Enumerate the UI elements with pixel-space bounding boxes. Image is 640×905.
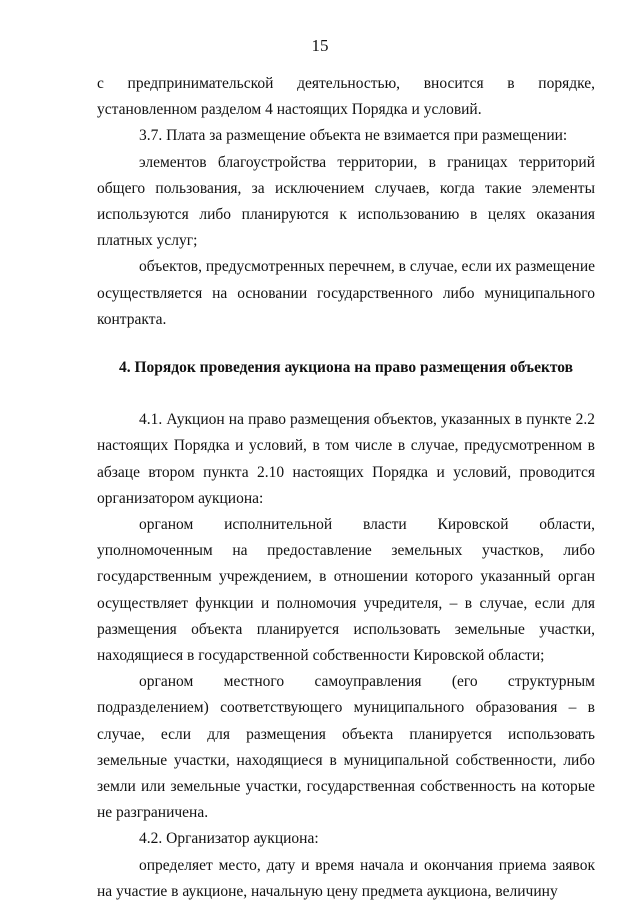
- paragraph-continuation: с предпринимательской деятельностью, вносится в порядке, установленном разделом 4 настоящих Порядка и условий.: [97, 75, 595, 119]
- paragraph-organizer-duties: определяет место, дату и время начала и окончания приема заявок на участие в аукционе, начальную цену предмета аукциона, величину: [97, 856, 595, 900]
- document-body: [97, 71, 595, 905]
- paragraph-regional-authority: органом исполнительной власти Кировской области, уполномоченным на предоставление земельных участков, либо государственным учреждением, в отношении которого указанный орган осуществляет функции и полномочия учредителя, – в случае, если для размещения объекта планируется использовать земельные участки, находящиеся в государственной собственности Кировской области;: [97, 516, 595, 665]
- section-heading: 4. Порядок проведения аукциона на право размещения объектов: [118, 359, 574, 377]
- paragraph-4-1: 4.1. Аукцион на право размещения объектов, указанных в пункте 2.2 настоящих Порядка и условий, в том числе в случае, предусмотренном в абзаце втором пункта 2.10 настоящих Порядка и условий, проводится организатором аукциона:: [97, 411, 595, 507]
- paragraph-improvement-elements: элементов благоустройства территории, в границах территорий общего пользования, за исключением случаев, когда такие элементы используются либо планируются к использованию в целях оказания платных услуг;: [97, 153, 595, 250]
- paragraph-listed-objects: объектов, предусмотренных перечнем, в случае, если их размещение осуществляется на основании государственного либо муниципального контракта.: [97, 258, 595, 328]
- page-number: 15: [311, 36, 329, 55]
- paragraph-4-2: 4.2. Организатор аукциона:: [139, 830, 319, 848]
- paragraph-3-7: 3.7. Плата за размещение объекта не взимается при размещении:: [139, 127, 568, 145]
- paragraph-local-authority: органом местного самоуправления (его структурным подразделением) соответствующего муниципального образования – в случае, если для размещения объекта планируется использовать земельные участки, находящиеся в муниципальной собственности, либо земли или земельные участки, государственная собственность на которые не разграничена.: [97, 673, 595, 822]
